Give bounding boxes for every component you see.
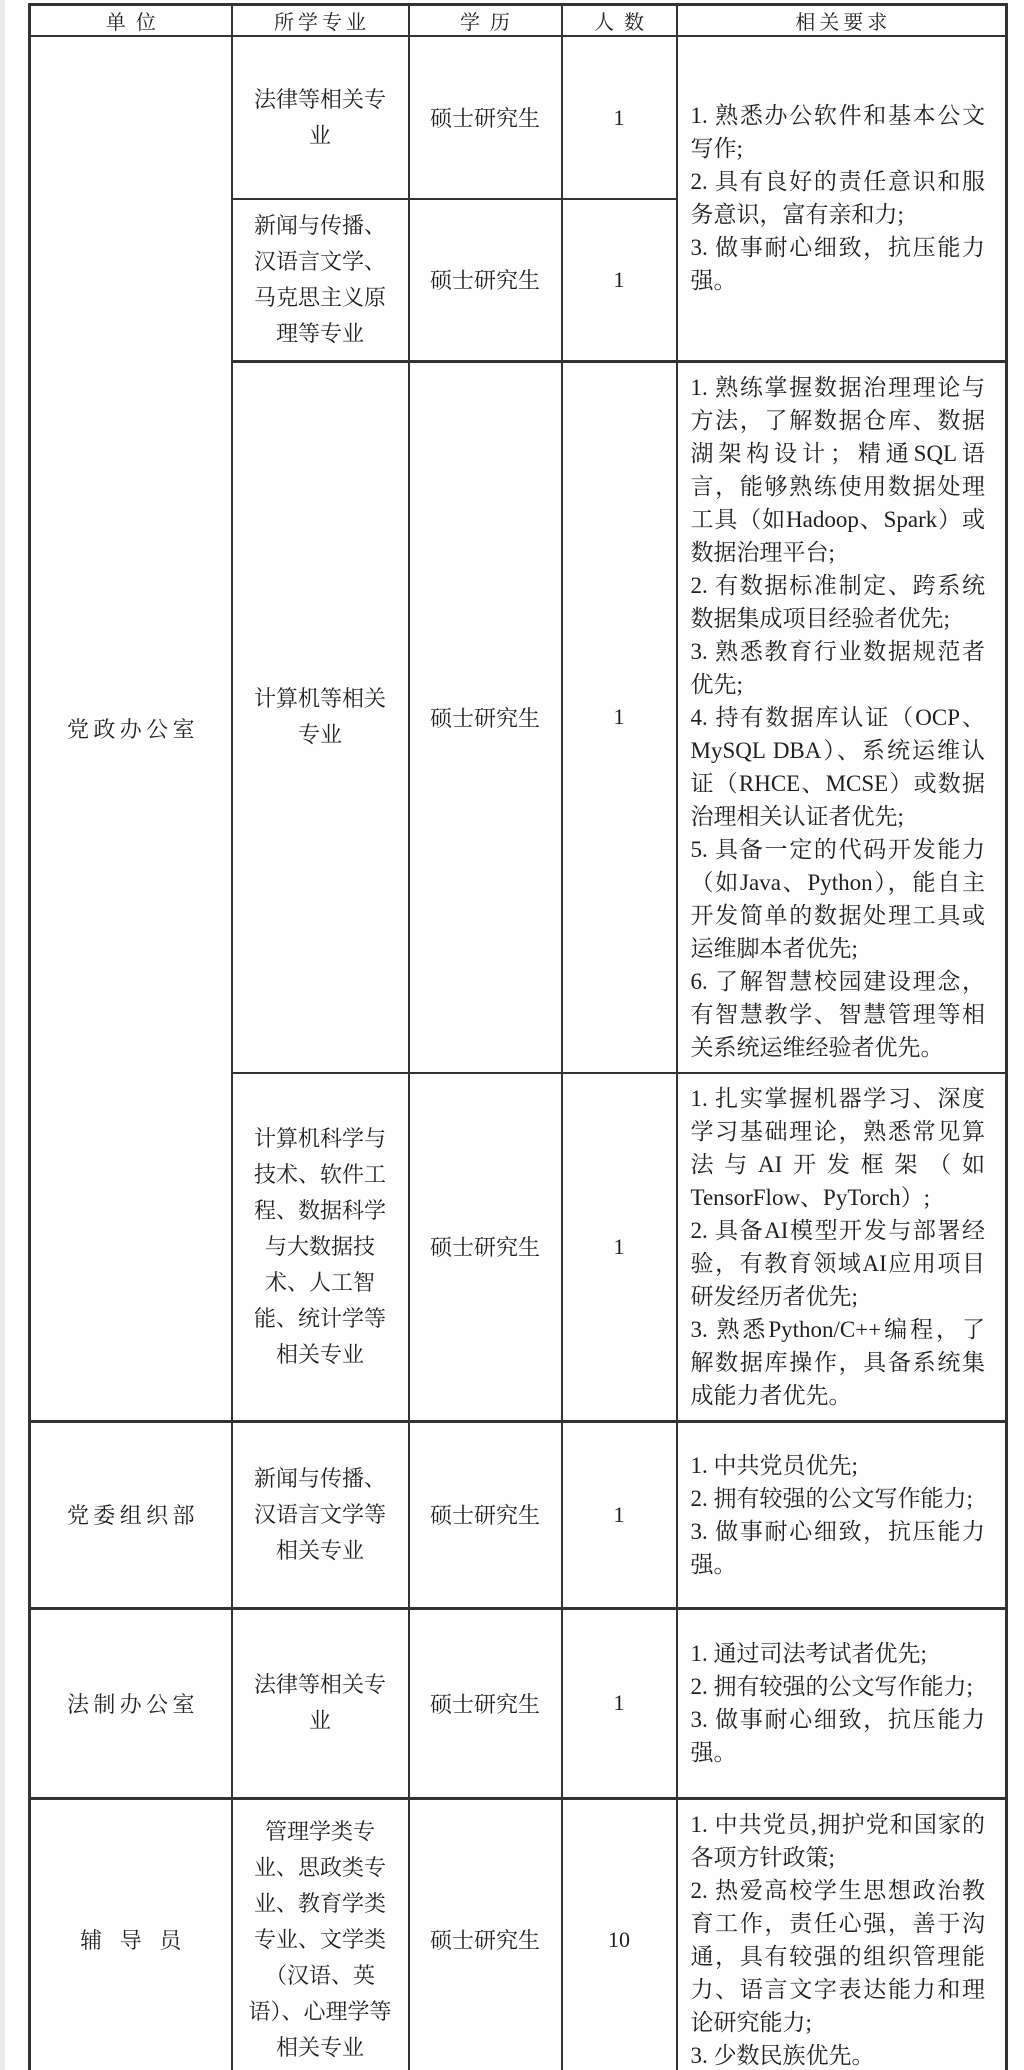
table-row: [30, 1421, 1007, 1608]
cell-major: 计算机科学与技术、软件工程、数据科学与大数据技术、人工智能、统计学等相关专业: [232, 1073, 409, 1422]
header-cell-requirements: [677, 5, 1007, 37]
requirement-item: 3. 做事耐心细致，抗压能力强。: [690, 1518, 985, 1577]
cell-degree: 硕士研究生: [409, 36, 562, 199]
cell-requirements: [677, 36, 1007, 361]
requirement-item: 2. 热爱高校学生思想政治教育工作，责任心强，善于沟通，具有较强的组织管理能力、语言文字表达能力和理论研究能力;: [690, 1877, 985, 2035]
header-label-requirements: 相关要求: [795, 12, 892, 34]
cell-degree: 硕士研究生: [409, 1608, 562, 1798]
cell-requirements: [677, 1608, 1007, 1798]
unit-label: 辅导员: [80, 1928, 199, 1953]
header-cell-unit: [30, 5, 232, 37]
recruitment-table: [28, 3, 1008, 2070]
unit-label: 党政办公室: [66, 716, 199, 742]
unit-label: 法制办公室: [66, 1691, 199, 1717]
header-label-count: 人数: [594, 12, 654, 34]
cell-requirements: [677, 361, 1007, 1073]
requirement-item: 3. 熟悉Python/C++编程，了解数据库操作，具备系统集成能力者优先。: [690, 1316, 985, 1408]
requirement-item: 2. 具有良好的责任意识和服务意识，富有亲和力;: [690, 169, 985, 228]
requirement-item: 3. 少数民族优先。: [690, 2042, 875, 2068]
header-label-unit: 单位: [105, 12, 166, 34]
cell-requirements: [677, 1798, 1007, 2070]
requirement-item: 1. 通过司法考试者优先;: [690, 1641, 927, 1666]
table-row: [30, 1608, 1007, 1798]
cell-degree: 硕士研究生: [409, 1421, 562, 1608]
cell-degree: 硕士研究生: [409, 199, 562, 361]
unit-label: 党委组织部: [66, 1503, 199, 1528]
table-header-row: [30, 5, 1007, 37]
header-label-degree: 学历: [460, 12, 520, 34]
requirement-item: 2. 有数据标准制定、跨系统数据集成项目经验者优先;: [690, 572, 985, 631]
cell-degree: 硕士研究生: [409, 1798, 562, 2070]
requirement-item: 2. 拥有较强的公文写作能力;: [690, 1674, 973, 1699]
cell-major: 法律等相关专业: [232, 36, 409, 199]
cell-major: 计算机等相关专业: [232, 361, 409, 1073]
header-cell-major: [232, 5, 409, 37]
requirement-item: 5. 具备一定的代码开发能力（如Java、Python），能自主开发简单的数据处理工具或运维脚本者优先;: [690, 836, 985, 961]
requirement-item: 3. 熟悉教育行业数据规范者优先;: [690, 638, 985, 697]
cell-count: 1: [562, 361, 677, 1073]
cell-count: 10: [562, 1798, 677, 2070]
header-cell-degree: [409, 5, 562, 37]
cell-count: 1: [562, 1073, 677, 1422]
cell-unit: [30, 1798, 232, 2070]
cell-requirements: [677, 1073, 1007, 1422]
cell-major: 新闻与传播、汉语言文学、马克思主义原理等专业: [232, 199, 409, 361]
requirement-item: 4. 持有数据库认证（OCP、MySQL DBA）、系统运维认证（RHCE、MCSE）或数据治理相关认证者优先;: [690, 704, 985, 829]
cell-degree: 硕士研究生: [409, 1073, 562, 1422]
cell-count: 1: [562, 1608, 677, 1798]
requirement-item: 1. 中共党员,拥护党和国家的各项方针政策;: [690, 1811, 985, 1870]
requirement-item: 6. 了解智慧校园建设理念，有智慧教学、智慧管理等相关系统运维经验者优先。: [690, 968, 985, 1060]
cell-count: 1: [562, 1421, 677, 1608]
requirement-item: 1. 熟悉办公软件和基本公文写作;: [690, 103, 985, 162]
cell-major: 管理学类专业、思政类专业、教育学类专业、文学类（汉语、英语）、心理学等相关专业: [232, 1798, 409, 2070]
cell-major: 法律等相关专业: [232, 1608, 409, 1798]
cell-degree: 硕士研究生: [409, 361, 562, 1073]
header-label-major: 所学专业: [274, 12, 370, 34]
table-row: [30, 1798, 1007, 2070]
header-cell-count: [562, 5, 677, 37]
cell-unit: [30, 36, 232, 1421]
cell-major: 新闻与传播、汉语言文学等相关专业: [232, 1421, 409, 1608]
table-row: [30, 36, 1007, 199]
cell-count: 1: [562, 36, 677, 199]
cell-requirements: [677, 1421, 1007, 1608]
requirement-item: 1. 中共党员优先;: [690, 1452, 858, 1478]
cell-unit: [30, 1608, 232, 1798]
cell-count: 1: [562, 199, 677, 361]
cell-unit: [30, 1421, 232, 1608]
requirement-item: 3. 做事耐心细致，抗压能力强。: [690, 235, 985, 294]
scan-edge-artifact: [0, 0, 5, 2070]
requirement-item: 2. 具备AI模型开发与部署经验，有教育领域AI应用项目研发经历者优先;: [690, 1217, 985, 1309]
requirement-item: 2. 拥有较强的公文写作能力;: [690, 1485, 973, 1511]
requirement-item: 1. 熟练掌握数据治理理论与方法，了解数据仓库、数据湖架构设计；精通SQL语言，能够熟练使用数据处理工具（如Hadoop、Spark）或数据治理平台;: [690, 374, 985, 565]
requirement-item: 3. 做事耐心细致，抗压能力强。: [690, 1707, 985, 1765]
requirement-item: 1. 扎实掌握机器学习、深度学习基础理论，熟悉常见算法与AI开发框架（如TensorFlow、PyTorch）;: [690, 1085, 985, 1210]
